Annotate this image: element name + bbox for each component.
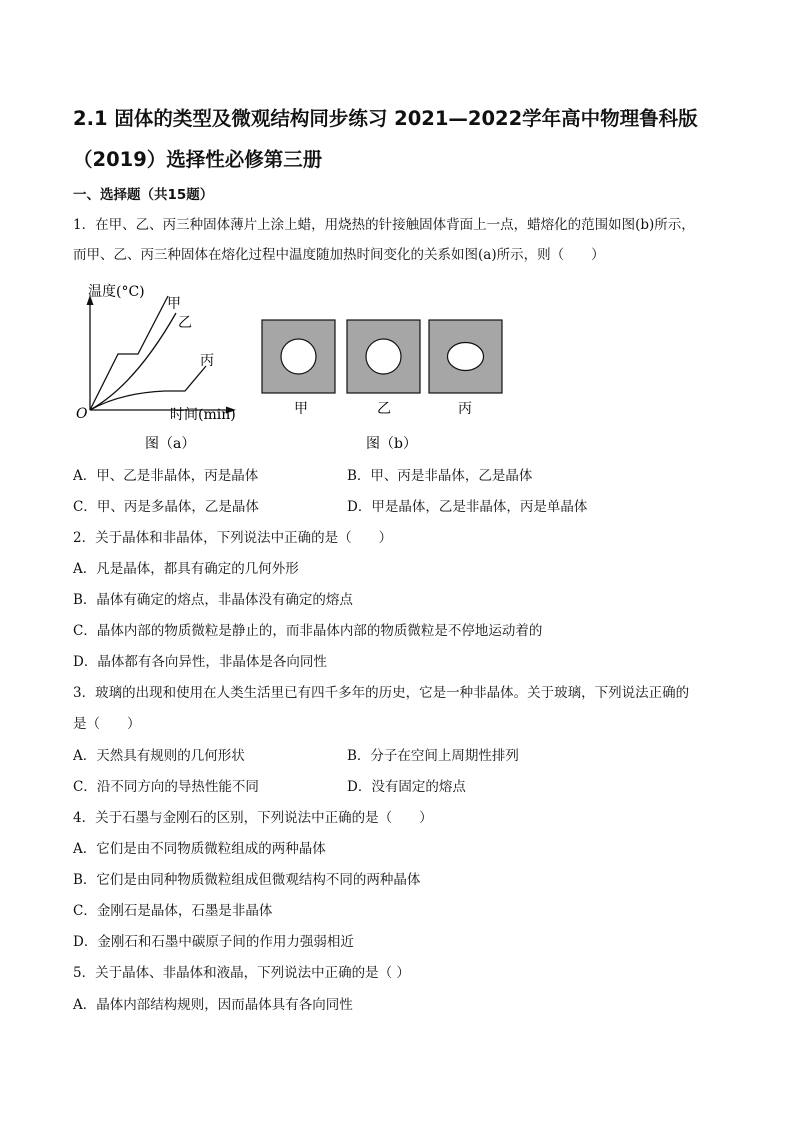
q2-option-a: A．凡是晶体，都具有确定的几何外形 xyxy=(73,561,299,577)
curve-jia-label: 甲 xyxy=(167,296,181,312)
q1-option-c: C．甲、丙是多晶体，乙是晶体 xyxy=(73,499,259,515)
q2-option-b: B．晶体有确定的熔点，非晶体没有确定的熔点 xyxy=(73,592,353,608)
q1-stem-line1: 1．在甲、乙、丙三种固体薄片上涂上蜡，用烧热的针接触固体背面上一点，蜡熔化的范围如图(b)所示， xyxy=(73,217,695,233)
q2-option-d: D．晶体都有各向异性，非晶体是各向同性 xyxy=(73,654,327,670)
figure-a-caption: 图（a） xyxy=(145,436,196,452)
q1-option-b: B．甲、丙是非晶体，乙是晶体 xyxy=(347,468,533,484)
panel-bing-label: 丙 xyxy=(458,401,472,417)
q1-stem-line2: 而甲、乙、丙三种固体在熔化过程中温度随加热时间变化的关系如图(a)所示，则（ ） xyxy=(73,247,605,263)
y-axis-label: 温度(°C) xyxy=(88,284,145,300)
q4-option-d: D．金刚石和石墨中碳原子间的作用力强弱相近 xyxy=(73,934,354,950)
q3-option-c: C．沿不同方向的导热性能不同 xyxy=(73,779,259,795)
panel-jia-label: 甲 xyxy=(294,401,308,417)
figure-b-panels xyxy=(262,320,502,452)
q2-option-c: C．晶体内部的物质微粒是静止的，而非晶体内部的物质微粒是不停地运动着的 xyxy=(73,623,543,639)
q4-stem: 4．关于石墨与金刚石的区别，下列说法中正确的是（ ） xyxy=(73,810,433,826)
document-title-line1: 2.1 固体的类型及微观结构同步练习 2021—2022学年高中物理鲁科版 xyxy=(73,107,698,130)
q4-option-a: A．它们是由不同物质微粒组成的两种晶体 xyxy=(73,841,326,857)
q1-option-a: A．甲、乙是非晶体，丙是晶体 xyxy=(73,468,259,484)
q4-option-b: B．它们是由同种物质微粒组成但微观结构不同的两种晶体 xyxy=(73,872,421,888)
section-heading: 一、选择题（共15题） xyxy=(73,187,214,203)
panel-yi-label: 乙 xyxy=(377,401,391,417)
figure-b-caption: 图（b） xyxy=(366,436,417,452)
q3-stem-line1: 3．玻璃的出现和使用在人类生活里已有四千多年的历史，它是一种非晶体。关于玻璃，下列说法正确的 xyxy=(73,685,690,701)
q3-option-b: B．分子在空间上周期性排列 xyxy=(347,748,519,764)
q5-option-a: A．晶体内部结构规则，因而晶体具有各向同性 xyxy=(73,997,353,1013)
q3-option-a: A．天然具有规则的几何形状 xyxy=(73,748,245,764)
curve-bing xyxy=(90,366,206,410)
wax-ellipse-bing xyxy=(448,343,484,371)
document-title-line2: （2019）选择性必修第三册 xyxy=(73,148,323,171)
wax-circle-yi xyxy=(366,339,401,374)
origin-label: O xyxy=(76,406,88,422)
curve-bing-label: 丙 xyxy=(200,353,214,369)
q3-stem-line2: 是（ ） xyxy=(73,716,141,732)
figure-a-graph xyxy=(76,283,236,452)
curve-yi xyxy=(90,313,176,410)
q1-option-d: D．甲是晶体，乙是非晶体，丙是单晶体 xyxy=(347,499,588,515)
q1-figure xyxy=(70,275,550,460)
wax-circle-jia xyxy=(281,339,316,374)
q5-stem: 5．关于晶体、非晶体和液晶，下列说法中正确的是（ ） xyxy=(73,965,410,981)
x-axis-label: 时间(min) xyxy=(170,407,236,423)
curve-jia xyxy=(90,296,168,410)
q2-stem: 2．关于晶体和非晶体，下列说法中正确的是（ ） xyxy=(73,530,393,546)
curve-yi-label: 乙 xyxy=(178,315,192,331)
q4-option-c: C．金刚石是晶体，石墨是非晶体 xyxy=(73,903,273,919)
q3-option-d: D．没有固定的熔点 xyxy=(347,779,466,795)
